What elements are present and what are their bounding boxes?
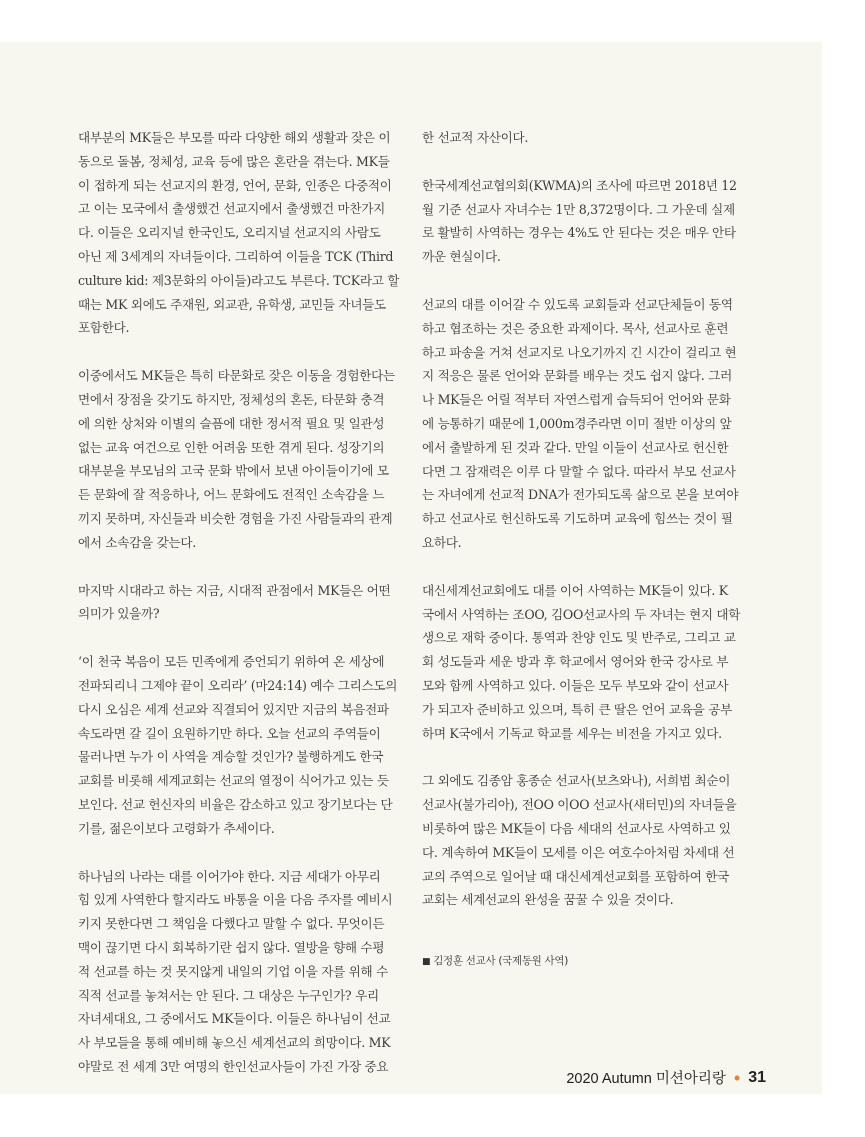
page-footer xyxy=(566,1067,766,1088)
paragraph: 대부분의 MK들은 부모를 따라 다양한 해외 생활과 잦은 이 동으로 돌봄, 정체성, 교육 등에 많은 혼란을 겪는다. MK들 이 접하게 되는 선교지의 환경, 언어, 문화, 인종은 다중적이 고 이는 모국에서 출생했건 선교지에서 출생했건 마찬가지 다. 이들은 오리지널 한국인도, 오리지널 선교지의 사람도 아닌 제 3세계의 자녀들이다. 그리하여 이들을 TCK (Third culture kid: 제3문화의 아이들)라고도 부른다. TCK라고 할 때는 MK 외에도 주재원, 외교관, 유학생, 교민들 자녀들도 포함한다. xyxy=(78,130,400,336)
paragraph: 선교의 대를 이어갈 수 있도록 교회들과 선교단체들이 동역 하고 협조하는 것은 중요한 과제이다. 목사, 선교사로 훈련 하고 파송을 거쳐 선교지로 나오기까지 긴 시간이 걸리고 현 지 적응은 물론 언어와 문화를 배우는 것도 쉽지 않다. 그러 나 MK들은 어릴 적부터 자연스럽게 습득되어 언어와 문화 에 능통하기 때문에 1,000m경주라면 이미 절반 이상의 앞 에서 출발하게 된 것과 같다. 만일 이들이 선교사로 헌신한 다면 그 잠재력은 이루 다 말할 수 없다. 따라서 부모 선교사 는 자녀에게 선교적 DNA가 전가되도록 삶으로 본을 보여야 하고 선교사로 헌신하도록 기도하며 교육에 힘쓰는 것이 필 요하다. xyxy=(422,296,739,550)
issue-label: 2020 Autumn 미션아리랑 xyxy=(566,1071,726,1087)
square-bullet-icon: ■ xyxy=(422,957,431,968)
paragraph: 한 선교적 자산이다. xyxy=(422,130,529,145)
right-column xyxy=(422,126,756,975)
paragraph: 한국세계선교협의회(KWMA)의 조사에 따르면 2018년 12 월 기준 선교사 자녀수는 1만 8,372명이다. 그 가운데 실제 로 활발히 사역하는 경우는 4%도 안 된다는 것은 매우 안타 까운 현실이다. xyxy=(422,177,737,265)
left-column xyxy=(78,126,408,1103)
paragraph: 하나님의 나라는 대를 이어가야 한다. 지금 세대가 아무리 힘 있게 사역한다 할지라도 바통을 이을 다음 주자를 예비시 키지 못한다면 그 책임을 다했다고 말할 수 없다. 무엇이든 맥이 끊기면 다시 회복하기란 쉽지 않다. 열방을 향해 수평 적 선교를 하는 것 못지않게 내일의 기업 이을 자를 위해 수 직적 선교를 놓쳐서는 안 된다. 그 대상은 누구인가? 우리 자녀세대요, 그 중에서도 MK들이다. 이들은 하나님이 선교 사 부모들을 통해 예비해 놓으신 세계선교의 희망이다. MK 야말로 전 세계 3만 여명의 한인선교사들이 가진 가장 중요 xyxy=(78,868,393,1074)
bullet-dot-icon: • xyxy=(733,1067,741,1088)
paragraph: ‘이 천국 복음이 모든 민족에게 증언되기 위하여 온 세상에 전파되리니 그제야 끝이 오리라’ (마24:14) 예수 그리스도의 다시 오심은 세계 선교와 직결되어 있지만 지금의 복음전파 속도라면 갈 길이 요원하기만 하다. 오늘 선교의 주역들이 물러나면 누가 이 사역을 계승할 것인가? 불행하게도 한국 교회를 비롯해 세계교회는 선교의 열정이 식어가고 있는 듯 보인다. 선교 헌신자의 비율은 감소하고 있고 장기보다는 단 기를, 젊은이보다 고령화가 추세이다. xyxy=(78,654,398,836)
author-name: 김정훈 선교사 (국제동원 사역) xyxy=(433,955,569,968)
paragraph: 대신세계선교회에도 대를 이어 사역하는 MK들이 있다. K 국에서 사역하는 조OO, 김OO선교사의 두 자녀는 현지 대학 생으로 재학 중이다. 통역과 찬양 인도 및 반주로, 그리고 교 회 성도들과 세운 방과 후 학교에서 영어와 한국 강사로 부 모와 함께 사역하고 있다. 이들은 모두 부모와 같이 선교사 가 되고자 준비하고 있으며, 특히 큰 딸은 언어 교육을 공부 하며 K국에서 기독교 학교를 세우는 비전을 가지고 있다. xyxy=(422,582,741,741)
paragraph: 그 외에도 김종암 홍종순 선교사(보츠와나), 서희범 최순이 선교사(불가리아), 전OO 이OO 선교사(새터민)의 자녀들을 비롯하여 많은 MK들이 다음 세대의 선교사로 사역하고 있 다. 계속하여 MK들이 모세를 이은 여호수아처럼 차세대 선 교의 주역으로 일어날 때 대신세계선교회를 포함하여 한국 교회는 세계선교의 완성을 꿈꿀 수 있을 것이다. xyxy=(422,773,737,908)
magazine-page xyxy=(0,42,822,1094)
author-credit xyxy=(422,950,756,975)
paragraph: 마지막 시대라고 하는 지금, 시대적 관점에서 MK들은 어떤 의미가 있을까? xyxy=(78,582,391,622)
page-number: 31 xyxy=(748,1068,766,1086)
paragraph: 이중에서도 MK들은 특히 타문화로 잦은 이동을 경험한다는 면에서 장점을 갖기도 하지만, 정체성의 혼돈, 타문화 충격 에 의한 상처와 이별의 슬픔에 대한 정서적 필요 및 일관성 없는 교육 여건으로 인한 어려움 또한 겪게 된다. 성장기의 대부분을 부모님의 고국 문화 밖에서 보낸 아이들이기에 모 든 문화에 잘 적응하나, 어느 문화에도 전적인 소속감을 느 끼지 못하며, 자신들과 비슷한 경험을 가진 사람들과의 관계 에서 소속감을 갖는다. xyxy=(78,368,395,550)
